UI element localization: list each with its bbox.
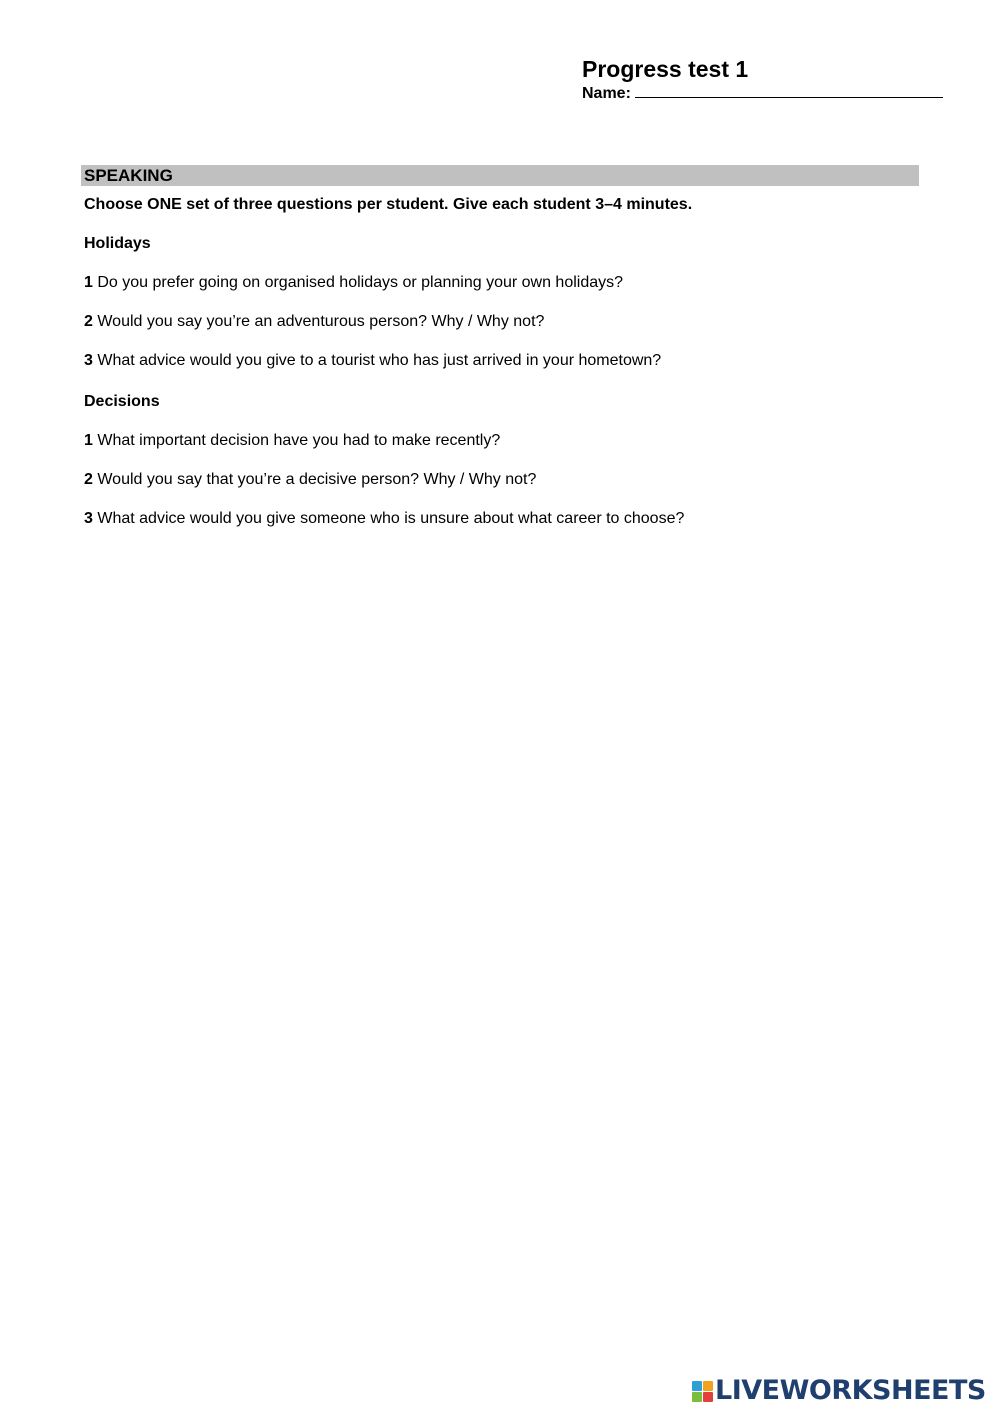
- section-header: [81, 165, 919, 186]
- logo-text: LIVEWORKSHEETS: [715, 1375, 986, 1406]
- question-item: [84, 508, 924, 530]
- question-item: [84, 469, 924, 491]
- name-field: [582, 83, 962, 104]
- question-text: What important decision have you had to make recently?: [97, 432, 501, 449]
- question-group-decisions: [84, 391, 924, 530]
- question-number: 3: [84, 510, 93, 527]
- liveworksheets-logo-icon: [692, 1381, 713, 1402]
- question-number: 3: [84, 352, 93, 369]
- question-text: What advice would you give to a tourist who has just arrived in your hometown?: [97, 352, 662, 369]
- document-header: [582, 55, 962, 104]
- question-number: 2: [84, 471, 93, 488]
- question-number: 2: [84, 313, 93, 330]
- question-text: Do you prefer going on organised holidays or planning your own holidays?: [97, 274, 624, 291]
- section-title: SPEAKING: [84, 166, 173, 185]
- question-group-holidays: [84, 233, 924, 372]
- page-title: Progress test 1: [582, 56, 749, 82]
- name-blank-line[interactable]: [635, 83, 943, 98]
- logo-square-l: [692, 1381, 702, 1391]
- group-title: Holidays: [84, 235, 151, 252]
- group-title: Decisions: [84, 393, 160, 410]
- instructions-text: Choose ONE set of three questions per student. Give each student 3–4 minutes.: [84, 196, 693, 213]
- question-item: [84, 311, 924, 333]
- question-text: What advice would you give someone who is unsure about what career to choose?: [97, 510, 685, 527]
- name-label: Name:: [582, 85, 631, 102]
- question-item: [84, 272, 924, 294]
- question-number: 1: [84, 274, 93, 291]
- question-number: 1: [84, 432, 93, 449]
- question-text: Would you say you’re an adventurous person? Why / Why not?: [97, 313, 545, 330]
- logo-square-v: [692, 1392, 702, 1402]
- question-item: [84, 350, 924, 372]
- liveworksheets-logo: [692, 1376, 986, 1406]
- speaking-content: [84, 194, 924, 547]
- logo-square-e: [703, 1392, 713, 1402]
- logo-square-i: [703, 1381, 713, 1391]
- question-text: Would you say that you’re a decisive person? Why / Why not?: [97, 471, 537, 488]
- question-item: [84, 430, 924, 452]
